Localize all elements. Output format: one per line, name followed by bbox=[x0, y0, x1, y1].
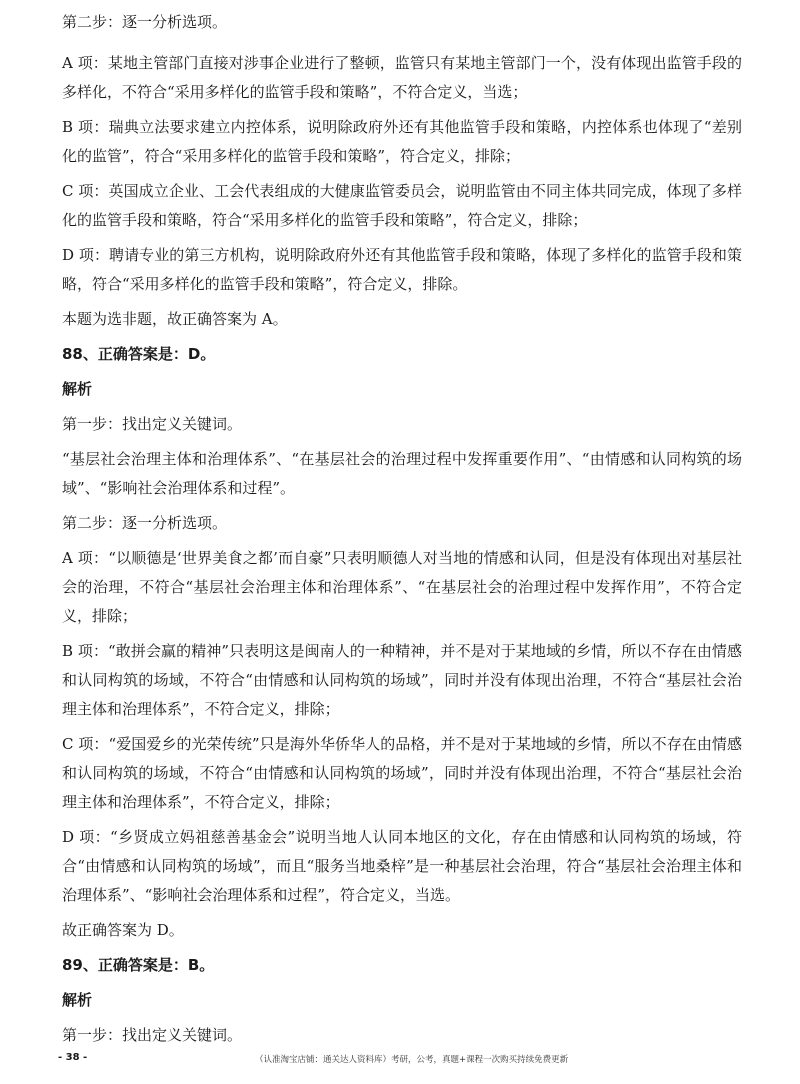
paragraph-step1: 第一步：找出定义关键词。 bbox=[62, 1026, 243, 1044]
paragraph-option-a: A 项：某地主管部门直接对涉事企业进行了整顿，监管只有某地主管部门一个，没有体现出监管手段的多样化，不符合“采用多样化的监管手段和策略”，不符合定义，当选； bbox=[62, 54, 742, 101]
answer-heading-88: 88、正确答案是：D。 bbox=[62, 345, 216, 363]
analysis-heading: 解析 bbox=[62, 991, 93, 1009]
paragraph-option-c: C 项：英国成立企业、工会代表组成的大健康监管委员会，说明监管由不同主体共同完成，体现了多样化的监管手段和策略，符合“采用多样化的监管手段和策略”，符合定义，排除； bbox=[62, 182, 742, 229]
paragraph-conclusion: 故正确答案为 D。 bbox=[62, 921, 184, 939]
paragraph-step2: 第二步：逐一分析选项。 bbox=[62, 13, 228, 31]
document-body bbox=[62, 0, 742, 1050]
paragraph-option-b: B 项：瑞典立法要求建立内控体系，说明除政府外还有其他监管手段和策略，内控体系也体现了“差别化的监管”，符合“采用多样化的监管手段和策略”，符合定义，排除； bbox=[62, 118, 742, 165]
page-footer bbox=[0, 1052, 800, 1072]
paragraph-option-d: D 项：“乡贤成立妈祖慈善基金会”说明当地人认同本地区的文化，存在由情感和认同构筑的场域，符合“由情感和认同构筑的场域”，而且“服务当地桑梓”是一种基层社会治理，符合“基层社会治理主体和治理体系”、“影响社会治理体系和过程”，符合定义，当选。 bbox=[62, 828, 742, 904]
paragraph-option-b: B 项：“敢拼会赢的精神”只表明这是闽南人的一种精神，并不是对于某地域的乡情，所以不存在由情感和认同构筑的场域，不符合“由情感和认同构筑的场域”，同时并没有体现出治理，不符合“基层社会治理主体和治理体系”，不符合定义，排除； bbox=[62, 642, 742, 718]
paragraph-step2: 第二步：逐一分析选项。 bbox=[62, 514, 228, 532]
answer-heading-89: 89、正确答案是：B。 bbox=[62, 956, 215, 974]
page-number: - 38 - bbox=[58, 1052, 88, 1063]
paragraph-keywords: “基层社会治理主体和治理体系”、“在基层社会的治理过程中发挥重要作用”、“由情感和认同构筑的场域”、“影响社会治理体系和过程”。 bbox=[62, 450, 742, 497]
paragraph-option-c: C 项：“爱国爱乡的光荣传统”只是海外华侨华人的品格，并不是对于某地域的乡情，所以不存在由情感和认同构筑的场域，不符合“由情感和认同构筑的场域”，同时并没有体现出治理，不符合“基层社会治理主体和治理体系”，不符合定义，排除； bbox=[62, 735, 742, 811]
paragraph-step1: 第一步：找出定义关键词。 bbox=[62, 415, 243, 433]
footer-note: （认准淘宝店铺：通关达人资料库）考研，公考，真题+课程一次购买持续免费更新 bbox=[255, 1055, 569, 1065]
paragraph-option-d: D 项：聘请专业的第三方机构，说明除政府外还有其他监管手段和策略，体现了多样化的监管手段和策略，符合“采用多样化的监管手段和策略”，符合定义，排除。 bbox=[62, 246, 742, 293]
paragraph-option-a: A 项：“以顺德是‘世界美食之都’而自豪”只表明顺德人对当地的情感和认同，但是没有体现出对基层社会的治理，不符合“基层社会治理主体和治理体系”、“在基层社会的治理过程中发挥作用”，不符合定义，排除； bbox=[62, 549, 742, 625]
paragraph-conclusion: 本题为选非题，故正确答案为 A。 bbox=[62, 310, 288, 328]
analysis-heading: 解析 bbox=[62, 380, 93, 398]
